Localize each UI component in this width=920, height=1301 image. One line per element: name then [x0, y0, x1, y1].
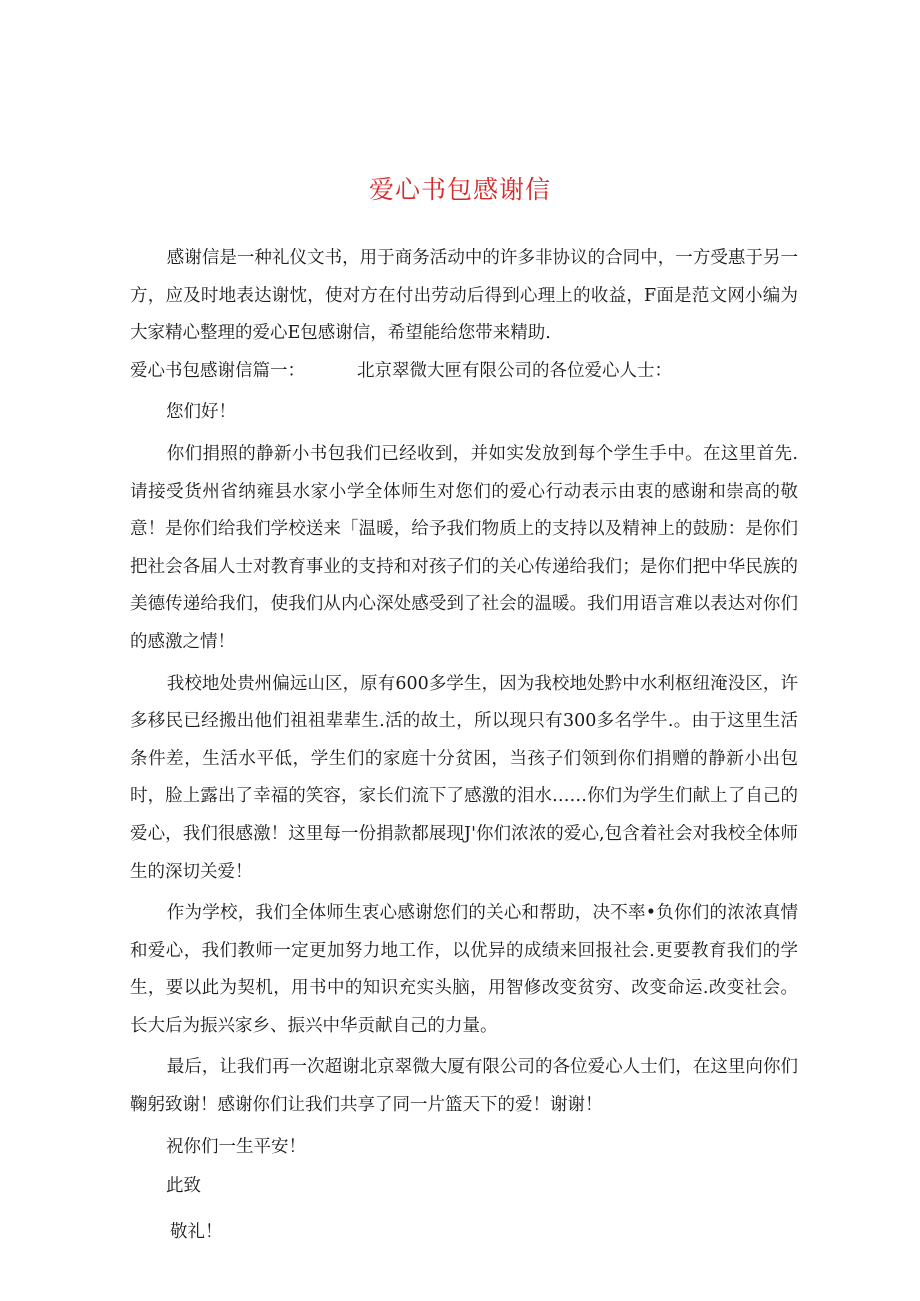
body-paragraph-2: 我校地处贵州偏远山区，原有600多学生，因为我校地处黔中水利枢纽淹没区，许多移民已经搬出他们祖祖辈辈生.活的故土，所以现只有300多名学牛.。由于这里生活条件差，生活水平低，学生们的家庭十分贫困，当孩子们领到你们捐赠的静新小出包时，脸上露出了幸福的笑容，家长们流下了感激的泪水……你们为学生们献上了自己的爱心，我们很感激！这里每一份捐款都展现J'你们浓浓的爱心,包含着社会对我校全体师生的深切关爱！: [130, 673, 798, 882]
section-label: 爱心书包感谢信篇一：: [130, 360, 305, 381]
salute-line: 敬礼！: [170, 1221, 223, 1242]
body-paragraph-1: 你们捐照的静新小书包我们已经收到，并如实发放到每个学生手中。在这里首先.请接受货州省纳雍县水家小学全体师生对您们的爱心行动表示由衷的感谢和崇高的敬意！是你们给我们学校送来「温暖，给予我们物质上的支持以及精神上的鼓励：是你们把社会各届人士对教育事业的支持和对孩子们的关心传递给我们；是你们把中华民族的美德传递给我们，使我们从内心深处感受到了社会的温暖。我们用语言难以表达对你们的感激之情！: [130, 443, 798, 652]
body-paragraph-3: 作为学校，我们全体师生衷心感谢您们的关心和帮助，决不率•负你们的浓浓真情和爱心，我们教师一定更加努力地工作，以优异的成绩来回报社会.更要教育我们的学生，要以此为契机，用书中的知识充实头脑，用智修改变贫穷、改变命运.改变社会。长大后为振兴家乡、振兴中华贡献自己的力量。: [130, 903, 798, 1036]
heading-gap: [305, 353, 357, 391]
intro-paragraph: 感谢信是一种礼仪文书，用于商务活动中的许多非协议的合同中，一方受惠于另一方，应及时地表达谢忱，使对方在付出劳动后得到心理上的收益，F面是范文网小编为大家精心整理的爱心E包感谢信，希望能给您带来精助.: [130, 248, 798, 344]
recipient-line: 北京翠微大匣有限公司的各位爱心人士：: [357, 360, 672, 381]
wish-line: 祝你们一生平安！: [166, 1136, 306, 1157]
greeting: 您们好！: [166, 402, 236, 423]
page-title: 爱心书包感谢信: [368, 175, 551, 204]
closing-line: 此致: [166, 1176, 201, 1197]
body-paragraph-4: 最后，让我们再一次超谢北京翠微大厦有限公司的各位爱心人士们，在这里向你们鞠躬致谢！感谢你们让我们共享了同一片篮天下的爱！谢谢！: [130, 1057, 798, 1116]
section-heading-line: [130, 353, 798, 391]
document-body: [130, 240, 798, 1251]
